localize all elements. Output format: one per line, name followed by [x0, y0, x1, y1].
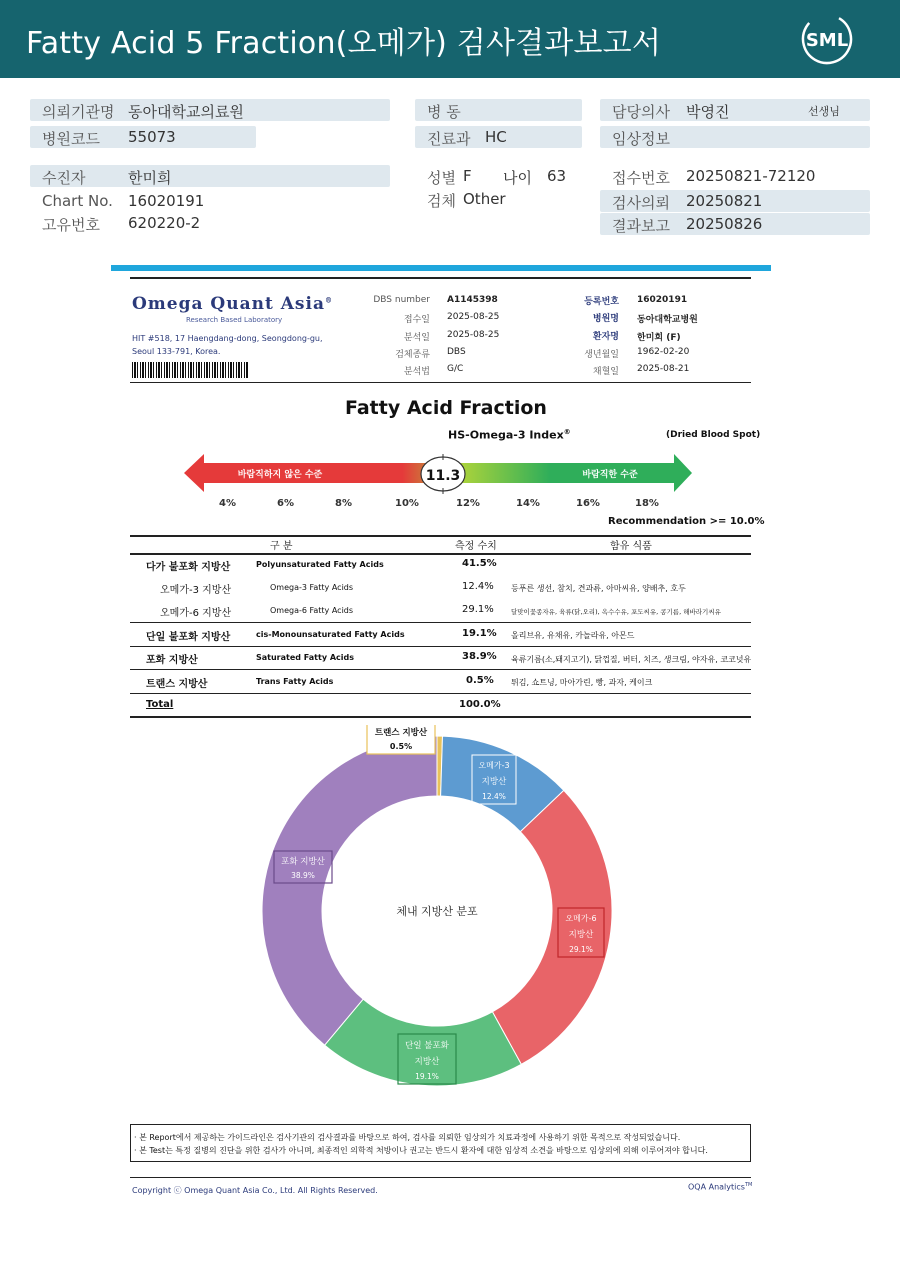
receipt-value: 20250821-72120 [686, 167, 816, 185]
receipt-label: 접수번호 [612, 169, 670, 187]
request-value: 20250821 [686, 192, 763, 210]
row-trans-en: Trans Fatty Acids [256, 677, 334, 686]
sex-value: F [463, 167, 472, 185]
row-sfa-ko: 포화 지방산 [146, 655, 198, 666]
disclaimer-line-2: · 본 Test는 특정 질병의 진단을 위한 검사가 아니며, 최종적인 의학적 처방이나 권고는 반드시 환자에 대한 임상적 소견을 바탕으로 임상의에 의해 이루어져야 합니다. [134, 1146, 708, 1155]
row-rule-3 [130, 669, 751, 670]
sat-label-value: 38.9% [291, 871, 315, 880]
report-top-rule [130, 277, 751, 279]
oqa-brand-mark: TM [744, 1182, 753, 1188]
dried-blood-spot-note: (Dried Blood Spot) [666, 430, 761, 440]
dept-label: 진료과 [427, 130, 471, 148]
ward-field [415, 99, 582, 121]
scale-tick-label: 14% [516, 498, 540, 509]
dbs-number-value: A1145398 [447, 295, 498, 305]
dbs-number-label: DBS number [373, 295, 430, 305]
request-field [600, 190, 870, 212]
bad-level-label: 바람직하지 않은 수준 [237, 470, 323, 480]
disclaimer-box [130, 1124, 751, 1162]
barcode [132, 362, 248, 378]
lab-reg-mark: ® [324, 295, 333, 305]
fatty-acid-donut-chart [260, 725, 620, 1095]
scale-tick-label: 18% [635, 498, 659, 509]
fatty-acid-fraction-title: Fatty Acid Fraction [345, 397, 547, 419]
chart-label: Chart No. [42, 192, 113, 210]
scale-tick-label: 16% [576, 498, 600, 509]
ward-label: 병 동 [427, 103, 461, 121]
specimen-field [415, 188, 595, 210]
lab-name-text: Omega Quant Asia [132, 294, 325, 314]
doctor-suffix: 선생님 [808, 105, 840, 118]
sml-logo-icon [800, 12, 854, 66]
row-rule-2 [130, 646, 751, 647]
row-sfa-foods: 육류기름(소,돼지고기), 닭껍질, 버터, 치즈, 생크림, 야자유, 코코넛유 [511, 655, 752, 664]
table-top-rule [130, 535, 751, 537]
analyzed-value: 2025-08-25 [447, 330, 500, 340]
row-omega6-ko: 오메가-6 지방산 [160, 608, 232, 619]
row-mufa-en: cis-Monounsaturated Fatty Acids [256, 630, 405, 639]
reg-no-label: 등록번호 [584, 297, 619, 307]
donut-slice [492, 790, 612, 1064]
row-trans-foods: 튀김, 쇼트닝, 마아가린, 빵, 과자, 케이크 [511, 678, 653, 687]
omega6-label-name-2: 지방산 [568, 930, 594, 940]
row-omega3-value: 12.4% [462, 581, 494, 592]
doctor-value: 박영진 [686, 103, 730, 121]
report-title: Fatty Acid 5 Fraction(오메가) 검사결과보고서 [26, 26, 662, 61]
omega3-label-name-1: 오메가-3 [478, 761, 510, 770]
mono-label-value: 19.1% [415, 1072, 439, 1081]
meta-bottom-rule [130, 382, 751, 383]
row-rule-1 [130, 622, 751, 623]
clinical-field [600, 126, 870, 148]
recipient-label: 수진자 [42, 169, 86, 187]
hospital-code-field [30, 126, 256, 148]
result-value: 20250826 [686, 215, 763, 233]
age-label: 나이 [503, 169, 532, 187]
row-trans-value: 0.5% [466, 675, 494, 686]
age-value: 63 [547, 167, 567, 185]
row-omega3-en: Omega-3 Fatty Acids [270, 583, 354, 592]
recommendation: Recommendation >= 10.0% [608, 516, 765, 527]
table-bottom-rule [130, 716, 751, 718]
mono-label-name-1: 단일 불포화 [405, 1041, 449, 1051]
omega6-label-value: 29.1% [569, 945, 593, 954]
received-value: 2025-08-25 [447, 312, 500, 322]
dob-value: 1962-02-20 [637, 347, 690, 357]
dob-label: 생년월일 [584, 350, 619, 360]
row-total-value: 100.0% [459, 699, 501, 710]
patient-name-label: 환자명 [592, 332, 619, 342]
hospital-label: 병원명 [592, 314, 619, 324]
specimen-value: Other [463, 190, 506, 208]
section-divider [111, 265, 771, 271]
oqa-brand-text: OQA Analytics [688, 1182, 745, 1192]
request-label: 검사의뢰 [612, 194, 670, 212]
scale-tick-label: 4% [219, 498, 236, 509]
dept-value: HC [485, 128, 507, 146]
col-header-foods: 함유 식품 [610, 541, 652, 552]
row-sfa-value: 38.9% [462, 651, 497, 662]
lab-address-line-2: Seoul 133-791, Korea. [132, 347, 221, 356]
result-field [600, 213, 870, 235]
specimen-type-value: DBS [447, 347, 466, 357]
trans-label-name: 트랜스 지방산 [374, 728, 428, 738]
trans-label-value: 0.5% [389, 742, 413, 751]
collected-value: 2025-08-21 [637, 364, 690, 374]
omega6-label-name-1: 오메가-6 [565, 914, 597, 923]
specimen-type-label: 검체종류 [395, 350, 430, 360]
sex-age-field [415, 165, 595, 187]
scale-tick-label: 8% [335, 498, 352, 509]
row-mufa-ko: 단일 불포화 지방산 [146, 632, 231, 643]
hs-omega-title [448, 428, 571, 442]
unique-value: 620220-2 [128, 214, 201, 232]
row-omega6-foods: 달맞이꽃종자유, 육류(닭,오리), 옥수수유, 포도씨유, 콩기름, 해바라기씨유 [511, 608, 721, 616]
row-total-ko: Total [146, 699, 174, 710]
col-header-value: 측정 수치 [455, 541, 497, 552]
institution-field [30, 99, 390, 121]
row-mufa-foods: 올리브유, 유채유, 카놀라유, 아몬드 [511, 631, 635, 640]
hs-omega-title-mark: ® [563, 428, 571, 436]
result-label: 결과보고 [612, 217, 670, 235]
scale-tick-label: 6% [277, 498, 294, 509]
institution-value: 동아대학교의료원 [128, 103, 244, 121]
collected-label: 채혈일 [592, 367, 619, 377]
institution-label: 의뢰기관명 [42, 103, 115, 121]
scale-tick-label: 12% [456, 498, 480, 509]
copyright: Copyright ⓒ Omega Quant Asia Co., Ltd. All Rights Reserved. [132, 1186, 378, 1195]
index-value: 11.3 [425, 468, 461, 484]
row-pufa-en: Polyunsaturated Fatty Acids [256, 560, 384, 569]
row-omega6-value: 29.1% [462, 604, 494, 615]
row-rule-4 [130, 693, 751, 694]
row-mufa-value: 19.1% [462, 628, 497, 639]
row-trans-ko: 트랜스 지방산 [146, 679, 208, 690]
clinical-label: 임상정보 [612, 130, 670, 148]
omega3-label-value: 12.4% [482, 792, 506, 801]
unique-field [30, 212, 390, 234]
disclaimer-line-1: · 본 Report에서 제공하는 가이드라인은 검사기관의 검사결과를 바탕으로 하여, 검사를 의뢰한 임상의가 치료과정에 사용하기 위한 목적으로 작성되었습니다. [134, 1133, 681, 1142]
chart-field [30, 190, 390, 212]
method-value: G/C [447, 364, 464, 374]
hospital-value: 동아대학교병원 [637, 315, 698, 325]
footer-rule [130, 1177, 751, 1178]
unique-label: 고유번호 [42, 216, 100, 234]
reg-no-value: 16020191 [637, 295, 688, 305]
donut-center-title: 체내 지방산 분포 [396, 905, 478, 918]
hospital-code-label: 병원코드 [42, 130, 100, 148]
omega-index-scale [180, 450, 700, 500]
analyzed-label: 분석일 [403, 333, 430, 343]
report-header [0, 0, 900, 78]
mono-label-name-2: 지방산 [414, 1057, 440, 1067]
dept-field [415, 126, 582, 148]
scale-tick-label: 10% [395, 498, 419, 509]
row-omega6-en: Omega-6 Fatty Acids [270, 606, 354, 615]
logo-text: SML [805, 30, 849, 51]
method-label: 분석법 [403, 367, 430, 377]
specimen-label: 검체 [427, 192, 456, 210]
good-level-label: 바람직한 수준 [582, 470, 638, 480]
sex-label: 성별 [427, 169, 456, 187]
chart-value: 16020191 [128, 192, 205, 210]
row-pufa-ko: 다가 불포화 지방산 [146, 562, 231, 573]
receipt-field [600, 165, 870, 187]
oqa-brand [688, 1182, 752, 1192]
lab-subtitle: Research Based Laboratory [186, 316, 283, 324]
lab-address-line-1: HIT #518, 17 Haengdang-dong, Seongdong-gu, [132, 334, 323, 343]
row-omega3-ko: 오메가-3 지방산 [160, 585, 232, 596]
patient-name-value: 한미희 (F) [637, 333, 681, 343]
col-header-category: 구 분 [270, 541, 293, 552]
omega3-label-name-2: 지방산 [481, 777, 507, 787]
recipient-value: 한미희 [128, 169, 172, 187]
sat-label-name: 포화 지방산 [281, 857, 325, 867]
recipient-field [30, 165, 390, 187]
doctor-label: 담당의사 [612, 103, 670, 121]
lab-address [132, 332, 323, 358]
hospital-code-value: 55073 [128, 128, 176, 146]
received-label: 접수일 [403, 315, 430, 325]
doctor-field [600, 99, 870, 121]
row-sfa-en: Saturated Fatty Acids [256, 653, 354, 662]
table-header-rule [130, 553, 751, 555]
row-omega3-foods: 등푸른 생선, 참치, 견과류, 아마씨유, 양배추, 호두 [511, 584, 686, 593]
donut-slice [262, 736, 437, 1045]
lab-name [132, 294, 333, 314]
hs-omega-title-text: HS-Omega-3 Index [448, 428, 564, 442]
row-pufa-value: 41.5% [462, 558, 497, 569]
